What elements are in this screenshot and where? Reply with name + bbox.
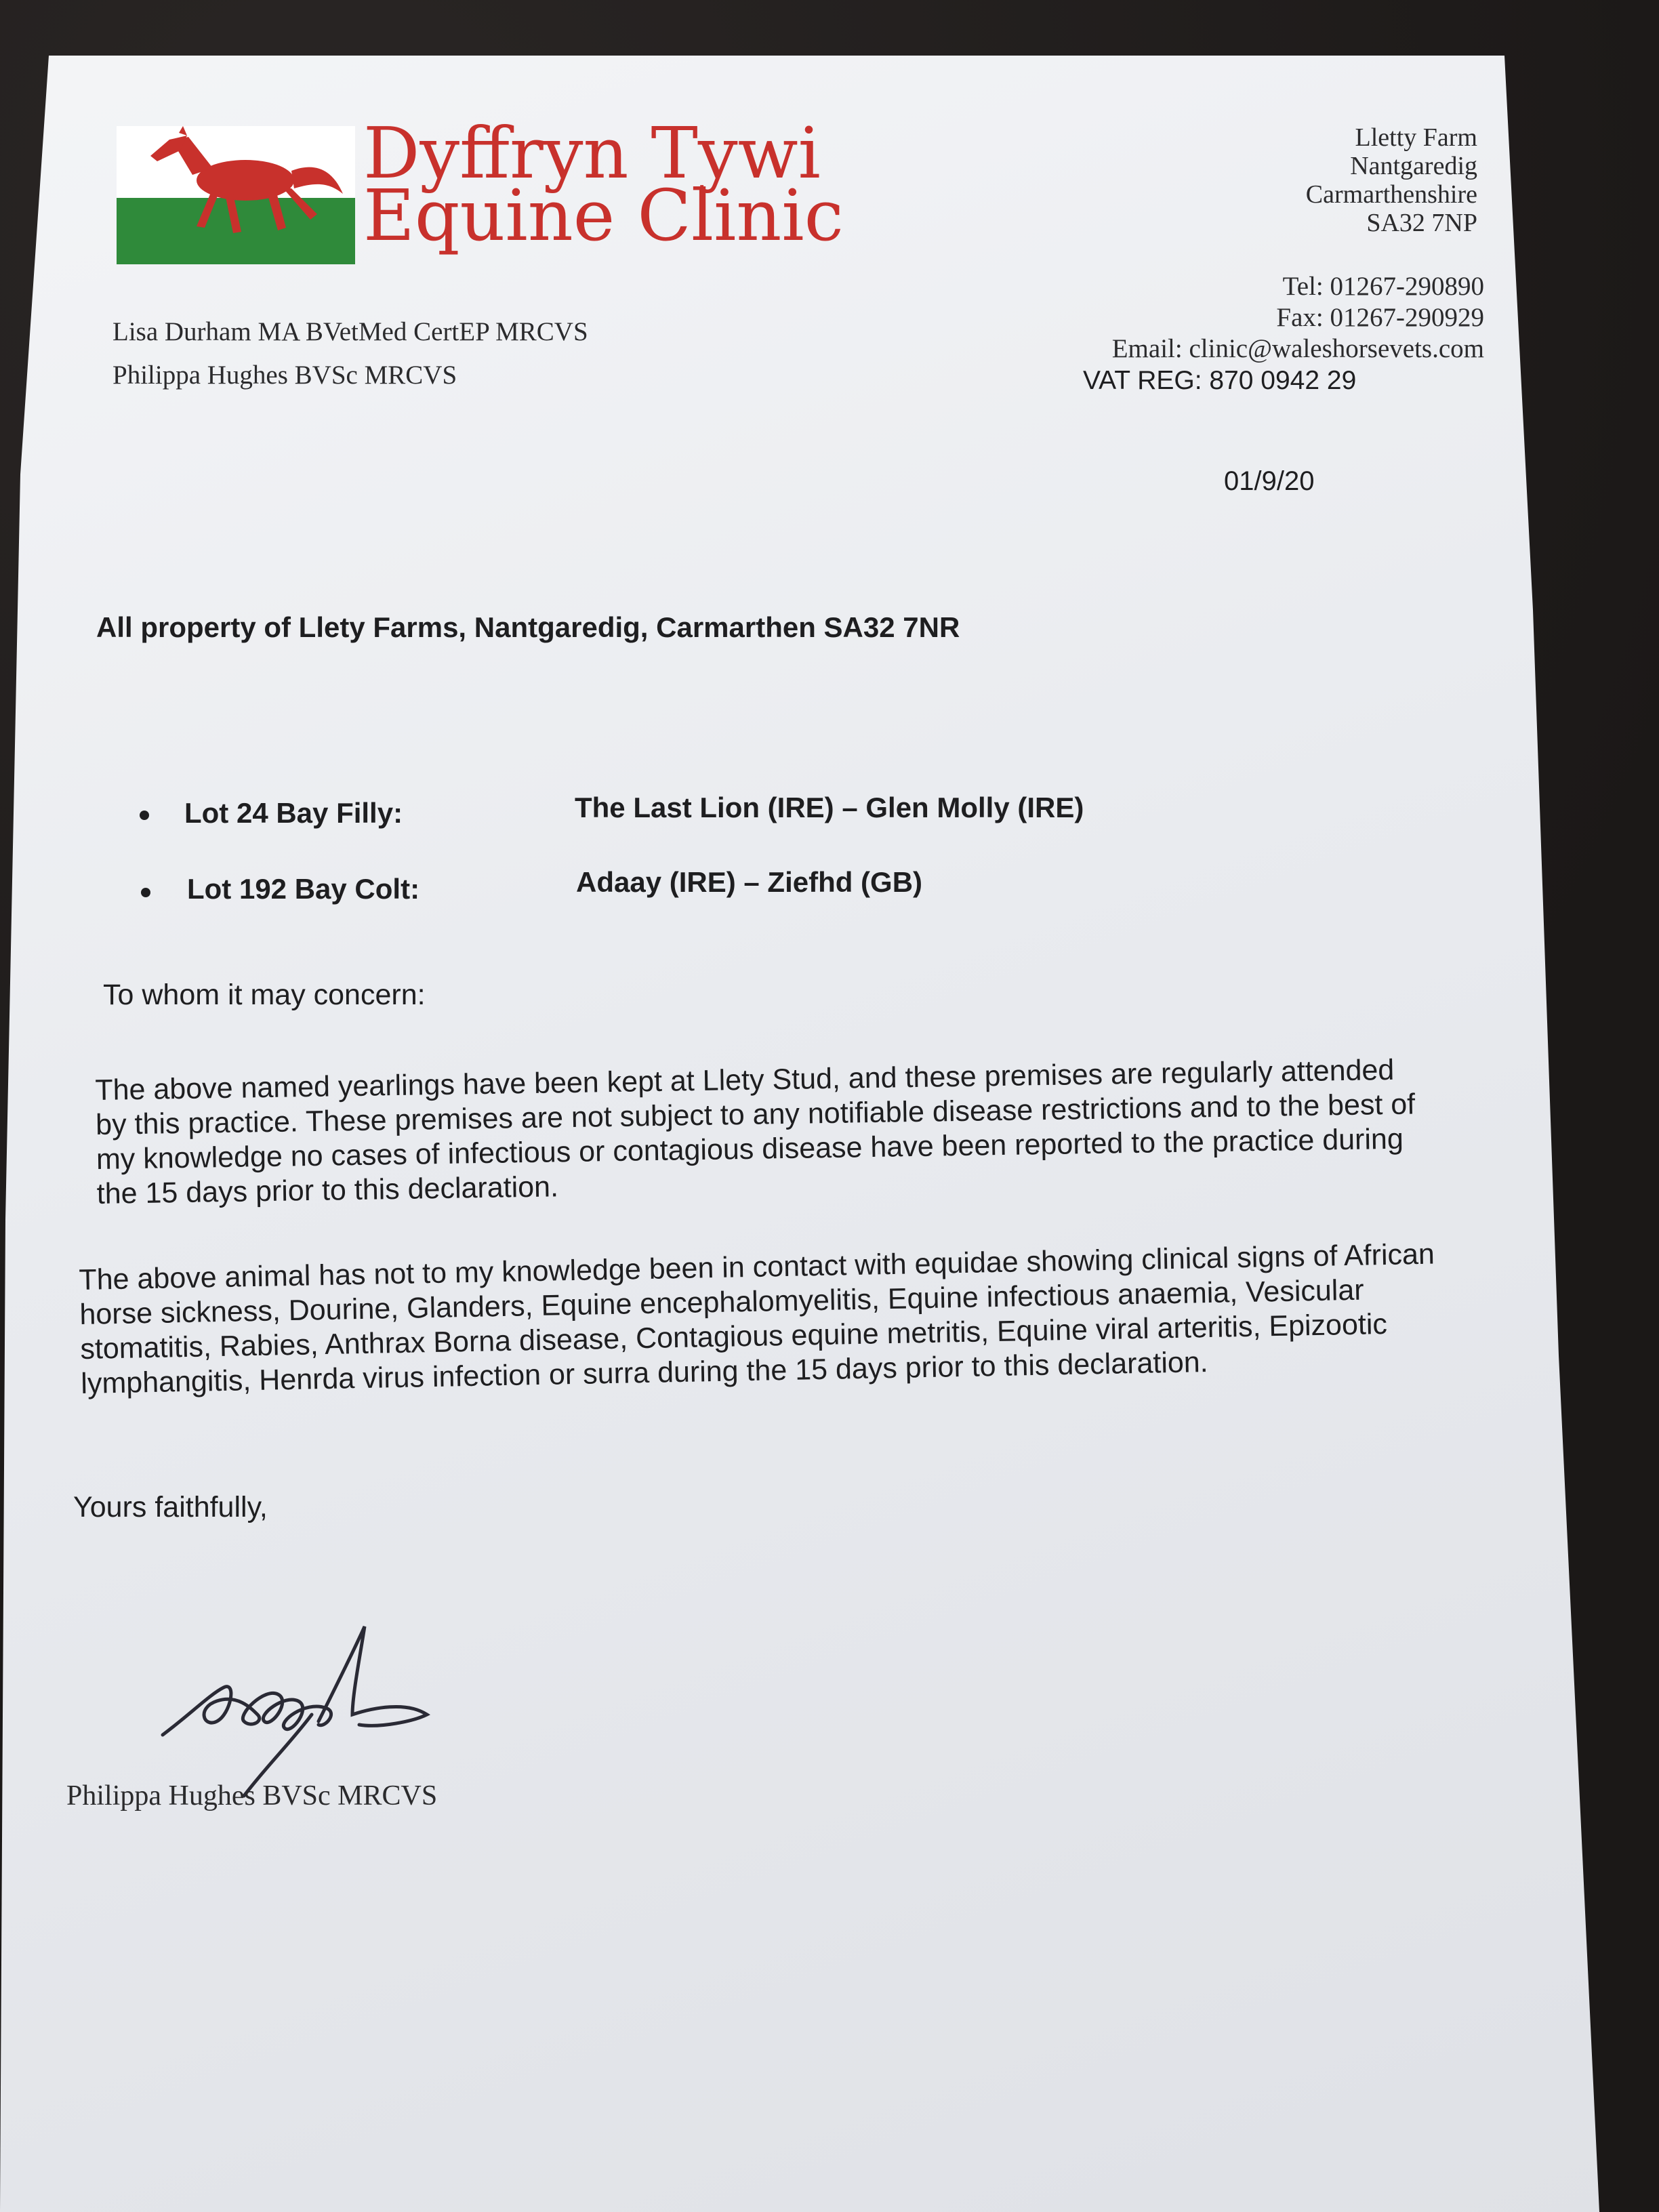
telephone: Tel: 01267-290890 — [1282, 272, 1484, 301]
clinic-name-line1: Dyffryn Tywi — [363, 112, 821, 194]
lot-breeding: Adaay (IRE) – Ziefhd (GB) — [576, 866, 923, 898]
address-line: Lletty Farm — [1355, 123, 1477, 152]
red-horse-icon — [117, 126, 355, 264]
closing: Yours faithfully, — [73, 1491, 268, 1523]
signatory-name: Philippa Hughes BVSc MRCVS — [66, 1780, 438, 1811]
body-paragraph-2: The above animal has not to my knowledge been in contact with equidae showing clinical signs of African horse sickness, Dourine, Glanders, Equine encephalomyelitis, Equine infectious anaemia, Vesicular stomatitis, Rabies, Anthrax Borna disease, Contagious equine metritis, Equine viral arteritis, Epizootic lymphangitis, Henrda virus infection or surra during the 15 days prior to this declaration. — [79, 1237, 1435, 1400]
clinic-name — [363, 112, 844, 257]
bullet — [141, 888, 150, 897]
lot-label: Lot 192 Bay Colt: — [187, 873, 420, 905]
address-line: SA32 7NP — [1366, 209, 1477, 237]
lot-label: Lot 24 Bay Filly: — [184, 797, 403, 829]
lot-breeding: The Last Lion (IRE) – Glen Molly (IRE) — [575, 792, 1084, 823]
bullet — [140, 811, 149, 820]
salutation: To whom it may concern: — [103, 979, 426, 1011]
address-line: Carmarthenshire — [1305, 180, 1477, 209]
property-line: All property of Llety Farms, Nantgaredig, Carmarthen SA32 7NR — [96, 611, 960, 643]
body-paragraph-1: The above named yearlings have been kept at Llety Stud, and these premises are regularly attended by this practice. These premises are not subject to any notifiable disease restrictions and to the best of my knowledge no cases of infectious or contagious disease have been reported to the practice during the 15 days prior to this declaration. — [95, 1053, 1416, 1210]
contact-block — [1112, 271, 1484, 365]
vet-list — [112, 310, 588, 397]
fax: Fax: 01267-290929 — [1276, 303, 1484, 332]
letter-date: 01/9/20 — [1224, 466, 1315, 496]
vet-name: Lisa Durham MA BVetMed CertEP MRCVS — [112, 317, 588, 346]
vet-name: Philippa Hughes BVSc MRCVS — [112, 361, 457, 390]
clinic-logo — [117, 126, 355, 264]
email: Email: clinic@waleshorsevets.com — [1111, 334, 1484, 363]
clinic-name-line2: Equine Clinic — [363, 174, 844, 257]
vat-registration: VAT REG: 870 0942 29 — [1083, 366, 1357, 395]
clinic-address — [1306, 123, 1477, 237]
address-line: Nantgaredig — [1350, 152, 1477, 180]
